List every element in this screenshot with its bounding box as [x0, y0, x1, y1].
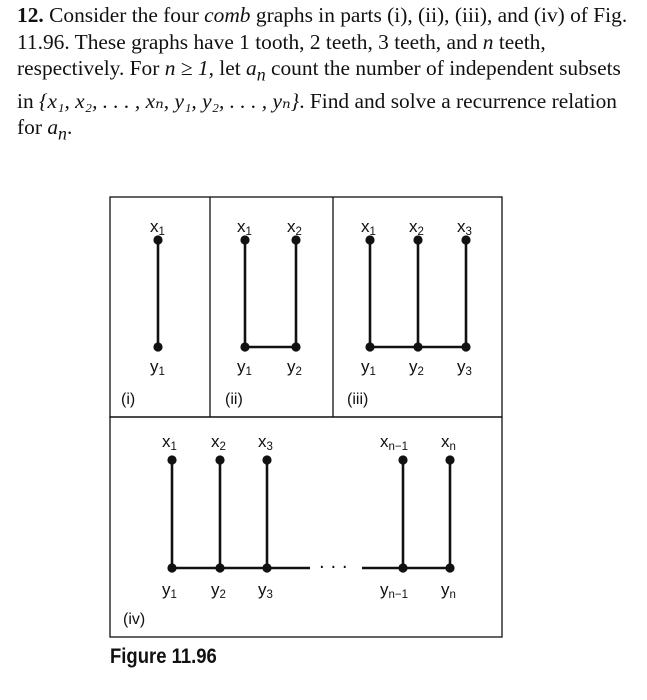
problem-number: 12. [17, 3, 44, 27]
set-expression: {x₁, x₂, . . . , xₙ, y₁, y₂, . . . , yₙ} [39, 88, 300, 113]
label-yn: yn [441, 580, 456, 601]
label-xn-1: xn−1 [380, 432, 409, 453]
figure-caption: Figure 11.96 [110, 645, 217, 668]
panel-border-top [110, 197, 502, 417]
label-x2: x2 [211, 432, 226, 453]
problem-text: graphs in parts (i), (ii), (iii), and (iv) of Fig. 11.96. These graphs have 1 tooth, 2 teeth, 3 teeth, and [17, 3, 628, 54]
panel-label: (iv) [123, 611, 146, 628]
label-x3: x3 [457, 217, 472, 238]
problem-text: Consider the four [49, 3, 199, 27]
label-x1: x1 [150, 217, 165, 238]
label-y1: y1 [361, 357, 376, 378]
label-y3: y3 [258, 580, 273, 601]
vertex-xn-1 [398, 455, 407, 464]
label-yn-1: yn−1 [380, 580, 409, 601]
vertex-y1 [240, 342, 249, 351]
label-y2: y2 [211, 580, 226, 601]
vertex-x3 [262, 455, 271, 464]
condition: n ≥ 1 [164, 56, 209, 80]
problem-text: count the number of independent subsets in [17, 56, 621, 113]
label-y1: y1 [162, 580, 177, 601]
var-n: n [482, 29, 494, 54]
label-x2: x2 [287, 217, 302, 238]
label-y1: y1 [150, 357, 165, 378]
problem-text: . Find and solve a recurrence relation for [17, 88, 617, 140]
label-x3: x3 [258, 432, 273, 453]
vertex-y1 [167, 563, 176, 572]
ellipsis: · · · [319, 557, 348, 578]
label-y2: y2 [409, 357, 424, 378]
label-y3: y3 [457, 357, 472, 378]
comb-graph-i [121, 217, 165, 408]
vertex-x2 [215, 455, 224, 464]
problem-text: , let [208, 56, 241, 80]
label-y2: y2 [287, 357, 302, 378]
comb-graph-ii [225, 217, 302, 408]
panel-label: (ii) [225, 391, 243, 408]
label-y1: y1 [237, 357, 252, 378]
vertex-xn [445, 455, 454, 464]
vertex-y3 [262, 563, 271, 572]
term-comb: comb [204, 3, 251, 27]
vertex-x1 [167, 455, 176, 464]
label-x1: x1 [162, 432, 177, 453]
label-x1: x1 [361, 217, 376, 238]
problem-statement: 12. Consider the four comb graphs in parts (i), (ii), (iii), and (iv) of Fig. 11.96. These graphs have 1 tooth, 2 teeth, 3 teeth, and n teeth, respectively. For n ≥ 1, let $a_n$ count the number of independent subsets in {x₁, x₂, . . . , xₙ, y₁, y₂, . . . , yₙ}. Find and solve a recurrence relation for $a_n$. [17, 3, 628, 144]
label-xn: xn [441, 432, 456, 453]
vertex-y2 [413, 342, 422, 351]
problem-text: teeth, respectively. For [17, 29, 546, 80]
vertex-y1 [153, 342, 162, 351]
panel-label: (iii) [347, 391, 369, 408]
var-a: $a_n$ [246, 56, 266, 85]
vertex-y1 [365, 342, 374, 351]
panel-label: (i) [121, 391, 136, 408]
comb-graph-iv [123, 432, 456, 628]
comb-graph-iii [347, 217, 472, 408]
vertex-yn [445, 563, 454, 572]
label-x1: x1 [237, 217, 252, 238]
vertex-y2 [291, 342, 300, 351]
vertex-yn-1 [398, 563, 407, 572]
vertex-y3 [461, 342, 470, 351]
vertex-y2 [215, 563, 224, 572]
var-a: $a_n$ [47, 115, 67, 144]
label-x2: x2 [409, 217, 424, 238]
